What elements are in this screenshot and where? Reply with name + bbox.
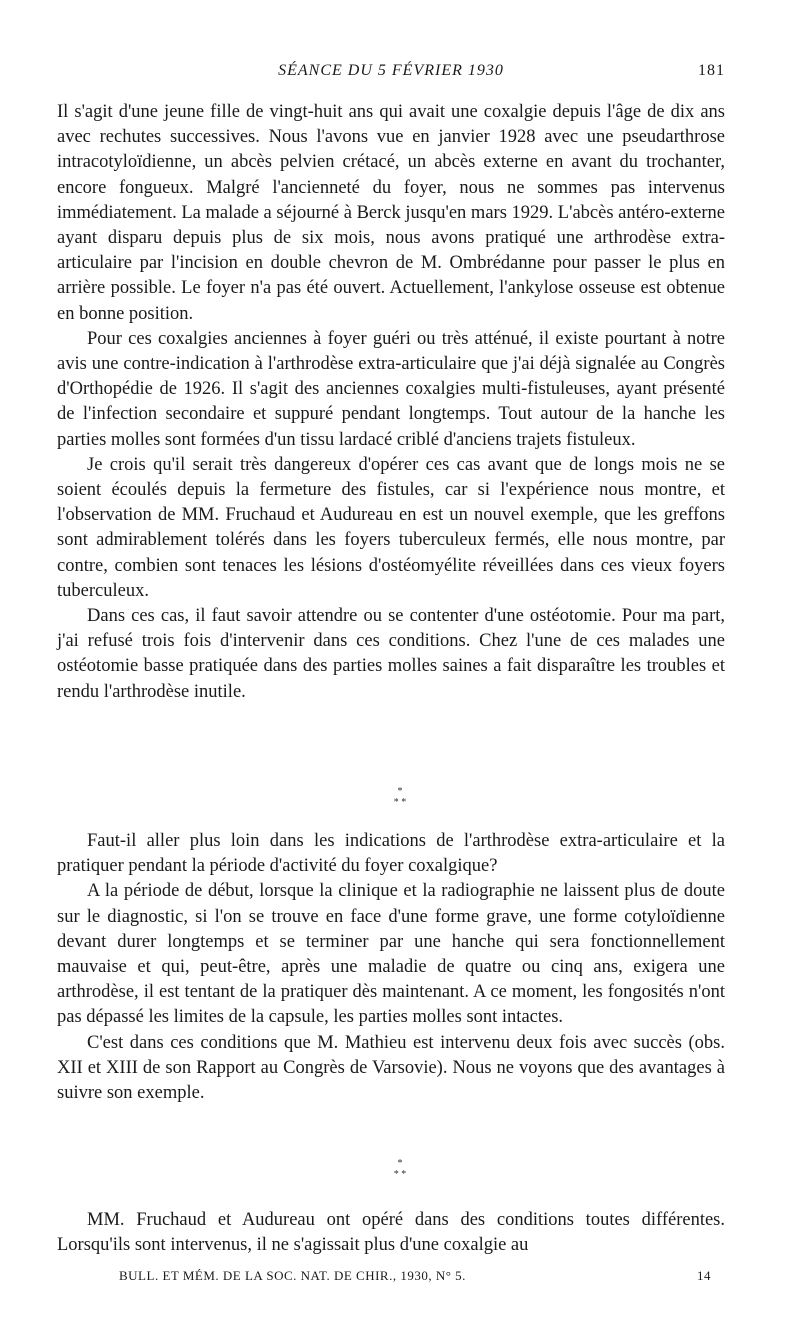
paragraph: C'est dans ces conditions que M. Mathieu est intervenu deux fois avec succès (obs. XII et XIII de son Rapport au Congrès de Varsovie). Nous ne voyons que des avantages à suivre son exemple. [57,1032,725,1104]
paragraph: A la période de début, lorsque la clinique et la radiographie ne laissent plus de doute sur le diagnostic, si l'on se trouve en face d'une forme grave, une forme cotyloïdienne devant durer longtemps et se terminer par une hanche qui sera fonctionnellement mauvaise et qui, peut-être, après une maladie de quatre ou cinq ans, exigera une arthrodèse, il est tentant de la pratiquer dès maintenant. A ce moment, les fongosités n'ont pas dépassé les limites de la capsule, les parties molles sont intactes. [57,881,725,1028]
asterism-bottom: * * [393,797,407,808]
journal-reference: BULL. ET MÉM. DE LA SOC. NAT. DE CHIR., 1930, N° 5. [119,1268,466,1283]
text-section-3 [57,1208,725,1258]
page-number: 181 [698,62,725,79]
section-separator [0,1158,800,1180]
asterism-bottom: * * [393,1169,407,1180]
paragraph: Il s'agit d'une jeune fille de vingt-huit ans qui avait une coxalgie depuis l'âge de dix ans avec rechutes successives. Nous l'avons vue en janvier 1928 avec une pseudarthrose intracotyloïdienne, un abcès pelvien crétacé, un abcès externe en avant du trochanter, encore fongueux. Malgré l'ancienneté du foyer, nous ne sommes pas intervenus immédiatement. La malade a séjourné à Berck jusqu'en mars 1929. L'abcès antéro-externe ayant disparu depuis plus de six mois, nous avons pratiqué une arthrodèse extra-articulaire par l'incision en double chevron de M. Ombrédanne pour passer le plus en arrière possible. Le foyer n'a pas été ouvert. Actuellement, l'ankylose osseuse est obtenue en bonne position. [57,102,725,324]
sheet-number: 14 [697,1268,711,1283]
section-separator [0,786,800,808]
running-title: SÉANCE DU 5 FÉVRIER 1930 [278,62,504,79]
paragraph: Pour ces coxalgies anciennes à foyer guéri ou très atténué, il existe pourtant à notre avis une contre-indication à l'arthrodèse extra-articulaire que j'ai déjà signalée au Congrès d'Orthopédie de 1926. Il s'agit des anciennes coxalgies multi-fistuleuses, ayant présenté de l'infection secondaire et suppuré pendant longtemps. Tout autour de la hanche les parties molles sont formées d'un tissu lardacé criblé d'anciens trajets fistuleux. [57,328,725,450]
asterism-top: * [397,1158,403,1169]
page-footer [57,1268,725,1288]
paragraph: Je crois qu'il serait très dangereux d'opérer ces cas avant que de longs mois ne se soient écoulés depuis la fermeture des fistules, car si l'expérience nous montre, et l'observation de MM. Fruchaud et Audureau en est un nouvel exemple, que les greffons sont admirablement tolérés dans les foyers tuberculeux fermés, elle nous montre, par contre, combien sont tenaces les lésions d'ostéomyélite réveillées dans ces vieux foyers tuberculeux. [57,454,725,601]
running-header [57,62,725,84]
text-section-1 [57,100,725,705]
text-section-2 [57,829,725,1106]
paragraph: Dans ces cas, il faut savoir attendre ou se contenter d'une ostéotomie. Pour ma part, j'ai refusé trois fois d'intervenir dans ces conditions. Chez l'une de ces malades une ostéotomie basse pratiquée dans des parties molles saines a fait disparaître les troubles et rendu l'arthrodèse inutile. [57,606,725,702]
paragraph: MM. Fruchaud et Audureau ont opéré dans des conditions toutes différentes. Lorsqu'ils sont intervenus, il ne s'agissait plus d'une coxalgie au [57,1210,725,1256]
asterism-top: * [397,786,403,797]
paragraph: Faut-il aller plus loin dans les indications de l'arthrodèse extra-articulaire et la pratiquer pendant la période d'activité du foyer coxalgique? [57,831,725,877]
